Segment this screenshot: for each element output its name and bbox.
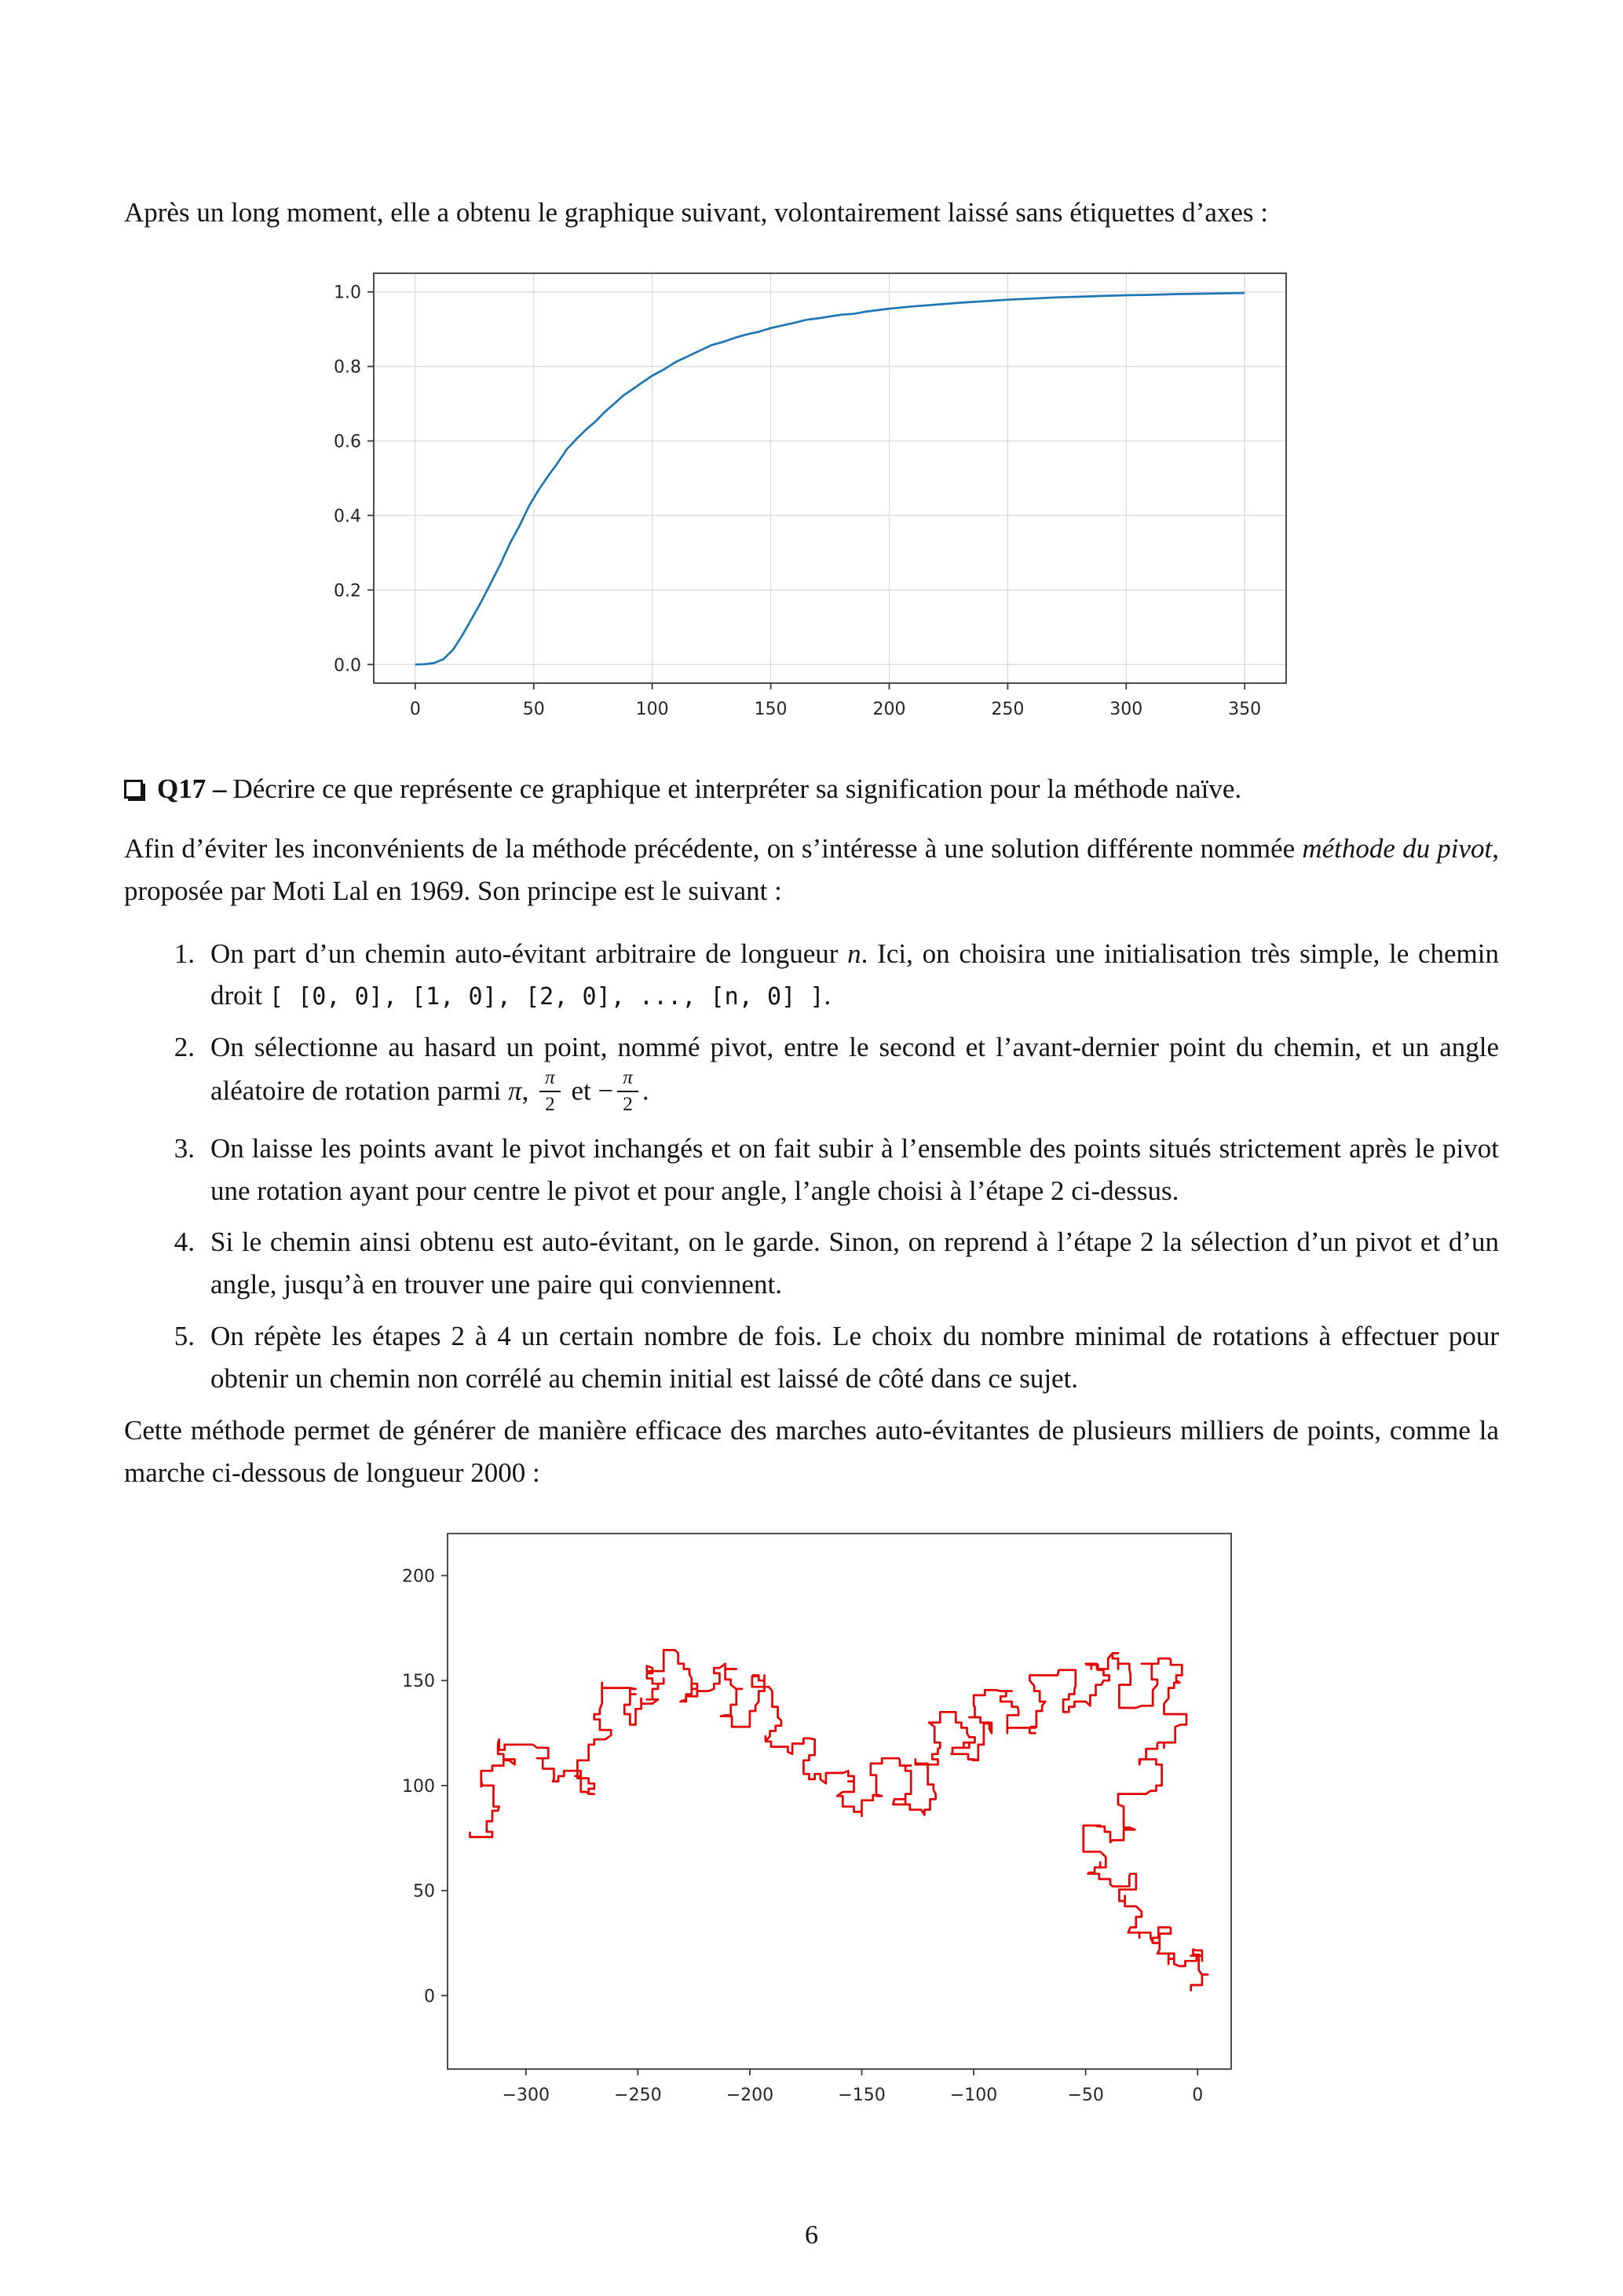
step-1-part3: . [824, 980, 832, 1011]
step-1-text [210, 933, 1499, 1018]
svg-text:150: 150 [401, 1672, 435, 1692]
svg-text:1.0: 1.0 [333, 283, 361, 303]
pivot-method-emph: méthode du pivot [1302, 832, 1493, 864]
step-2-part3: . [642, 1075, 649, 1106]
svg-text:100: 100 [635, 699, 669, 719]
step-4-number: 4. [174, 1227, 195, 1258]
svg-text:−100: −100 [949, 2085, 997, 2105]
svg-text:−150: −150 [837, 2085, 886, 2105]
fraction-pi-over-2: $\frac{\pi}{2}$ [539, 1067, 561, 1116]
closing-paragraph: Cette méthode permet de générer de manière efficace des marches auto-évitantes de plusieurs milliers de points, comme la marche ci-dessous de longueur 2000 : [124, 1415, 1499, 1488]
svg-text:50: 50 [522, 699, 545, 719]
step-3 [124, 1128, 1499, 1212]
step-1 [124, 933, 1499, 1018]
svg-text:350: 350 [1227, 699, 1261, 719]
svg-text:0.6: 0.6 [333, 432, 361, 452]
svg-text:−300: −300 [502, 2085, 550, 2105]
checkbox-icon [124, 780, 143, 799]
step-4 [124, 1221, 1499, 1306]
pivot-paragraph-part2: , proposée par Moti Lal en 1969. Son principe est le suivant : [124, 832, 1499, 906]
svg-text:−200: −200 [726, 2085, 773, 2105]
step-1-code: [ [0, 0], [1, 0], [2, 0], ..., [n, 0] ] [269, 983, 824, 1011]
step-1-number: 1. [174, 938, 195, 969]
step-5 [124, 1315, 1499, 1400]
step-3-text: On laisse les points avant le pivot inchangés et on fait subir à l’ensemble des points situés strictement après le pivot une rotation ayant pour centre le pivot et pour angle, l’angle choisi à l’étape 2 ci-dessus. [210, 1132, 1499, 1206]
step-2-comma: , [521, 1075, 536, 1106]
naive-curve-plot [317, 259, 1307, 730]
intro-paragraph: Après un long moment, elle a obtenu le graphique suivant, volontairement laissé sans étiquettes d’axes : [124, 197, 1268, 228]
svg-text:300: 300 [1109, 699, 1142, 719]
step-5-text: On répète les étapes 2 à 4 un certain nombre de fois. Le choix du nombre minimal de rotations à effectuer pour obtenir un chemin non corrélé au chemin initial est laissé de côté dans ce sujet. [210, 1321, 1499, 1395]
pivot-paragraph-part1: Afin d’éviter les inconvénients de la méthode précédente, on s’intéresse à une solution différente nommée [124, 832, 1303, 864]
svg-text:0: 0 [1191, 2085, 1203, 2105]
step-4-text: Si le chemin ainsi obtenu est auto-évitant, on le garde. Sinon, on reprend à l’étape 2 la sélection d’un pivot et d’un angle, jusqu’à en trouver une paire qui conviennent. [210, 1227, 1499, 1300]
svg-text:100: 100 [401, 1776, 435, 1797]
q17-label: Q17 – [157, 773, 227, 804]
svg-text:0.0: 0.0 [333, 656, 361, 676]
pivot-method-paragraph [124, 828, 1499, 912]
svg-text:250: 250 [990, 699, 1024, 719]
svg-text:200: 200 [401, 1567, 435, 1587]
step-5-number: 5. [174, 1321, 195, 1352]
svg-text:150: 150 [754, 699, 788, 719]
svg-text:200: 200 [872, 699, 905, 719]
svg-text:50: 50 [412, 1881, 435, 1902]
step-2-part2: et − [564, 1075, 614, 1106]
q17-text: Décrire ce que représente ce graphique et interpréter sa signification pour la méthode naïve. [232, 773, 1242, 804]
math-var-n: n [847, 938, 861, 969]
fraction-minus-pi-over-2: $\frac{\pi}{2}$ [617, 1067, 638, 1116]
figure-naive-curve [124, 259, 1499, 730]
step-1-part2: . Ici, on choisira une initialisation très simple, le chemin droit [210, 938, 1499, 1011]
step-2-number: 2. [174, 1032, 195, 1063]
svg-text:−250: −250 [613, 2085, 662, 2105]
figure-pivot-walk [124, 1516, 1499, 2121]
math-pi: π [508, 1075, 522, 1106]
step-3-number: 3. [174, 1132, 195, 1164]
step-1-part1: On part d’un chemin auto-évitant arbitraire de longueur [210, 938, 848, 969]
step-2 [124, 1026, 1499, 1117]
method-steps-list [124, 933, 1499, 1400]
svg-text:−50: −50 [1066, 2085, 1104, 2105]
svg-text:0.2: 0.2 [333, 581, 361, 601]
question-q17 [124, 768, 1499, 810]
svg-text:0.4: 0.4 [333, 506, 361, 527]
page-number: 6 [805, 2221, 818, 2250]
pivot-walk-plot [372, 1516, 1252, 2121]
step-2-part1: On sélectionne au hasard un point, nommé pivot, entre le second et l’avant-dernier point du chemin, et un angle aléatoire de rotation parmi [210, 1032, 1499, 1106]
page-content [124, 0, 1499, 2121]
svg-text:0.8: 0.8 [333, 357, 361, 378]
svg-text:0: 0 [423, 1987, 435, 2007]
svg-text:0: 0 [409, 699, 421, 719]
step-2-text [210, 1026, 1499, 1117]
